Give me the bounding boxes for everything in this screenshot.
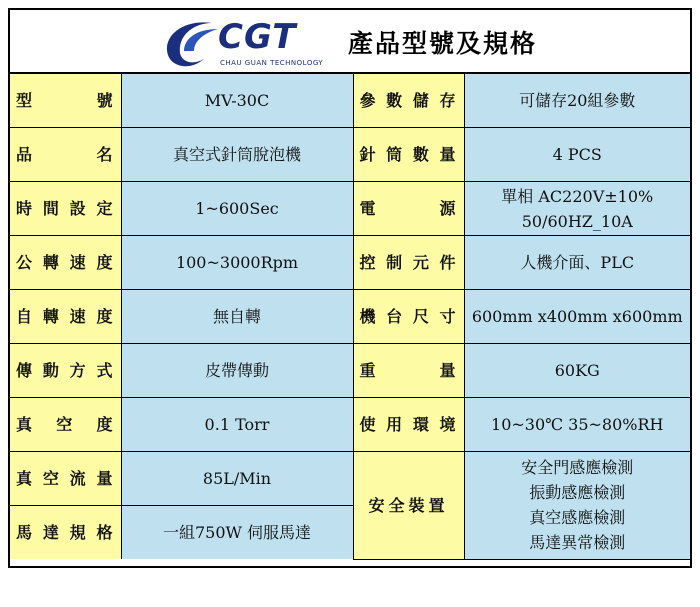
logo-subtitle: CHAU GUAN TECHNOLOGY bbox=[220, 59, 324, 67]
label-rotation-speed: 自轉速度 bbox=[10, 290, 121, 344]
label-weight: 重量 bbox=[353, 344, 464, 398]
label-environment: 使用環境 bbox=[353, 398, 464, 452]
value-power-line: 單相 AC220V±10% bbox=[501, 186, 654, 206]
table-row bbox=[10, 74, 690, 128]
table-row bbox=[10, 398, 690, 452]
spec-table bbox=[10, 74, 690, 560]
safety-item: 安全門感應檢測 bbox=[521, 458, 634, 478]
value-vacuum-flow: 85L/Min bbox=[121, 452, 353, 506]
label-syringe-count: 針筒數量 bbox=[353, 128, 464, 182]
label-parameter-storage: 參數儲存 bbox=[353, 74, 464, 128]
value-drive-type: 皮帶傳動 bbox=[121, 344, 353, 398]
value-power-line: 50/60HZ_10A bbox=[521, 211, 633, 231]
value-revolution-speed: 100~3000Rpm bbox=[121, 236, 353, 290]
header bbox=[10, 10, 690, 74]
label-control-components: 控制元件 bbox=[353, 236, 464, 290]
value-product-name: 真空式針筒脫泡機 bbox=[121, 128, 353, 182]
label-vacuum-flow: 真空流量 bbox=[10, 452, 121, 506]
table-row bbox=[10, 290, 690, 344]
value-rotation-speed: 無自轉 bbox=[121, 290, 353, 344]
label-machine-size: 機台尺寸 bbox=[353, 290, 464, 344]
table-row bbox=[10, 236, 690, 290]
label-drive-type: 傳動方式 bbox=[10, 344, 121, 398]
safety-item: 振動感應檢測 bbox=[529, 483, 626, 503]
table-row bbox=[10, 128, 690, 182]
value-time-setting: 1~600Sec bbox=[121, 182, 353, 236]
label-revolution-speed: 公轉速度 bbox=[10, 236, 121, 290]
label-motor-spec: 馬達規格 bbox=[10, 506, 121, 560]
label-safety-devices: 安全裝置 bbox=[353, 452, 464, 560]
safety-item: 真空感應檢測 bbox=[529, 508, 626, 528]
value-machine-size: 600mm x400mm x600mm bbox=[464, 290, 690, 344]
cgt-logo bbox=[160, 15, 350, 69]
value-safety-devices bbox=[464, 452, 690, 560]
value-weight: 60KG bbox=[464, 344, 690, 398]
label-power: 電源 bbox=[353, 182, 464, 236]
value-control-components: 人機介面、PLC bbox=[464, 236, 690, 290]
value-model: MV-30C bbox=[121, 74, 353, 128]
safety-item: 馬達異常檢測 bbox=[529, 533, 626, 553]
spec-sheet bbox=[8, 8, 692, 568]
value-vacuum-level: 0.1 Torr bbox=[121, 398, 353, 452]
value-motor-spec: 一組750W 伺服馬達 bbox=[121, 506, 353, 560]
value-environment: 10~30℃ 35~80%RH bbox=[464, 398, 690, 452]
label-time-setting: 時間設定 bbox=[10, 182, 121, 236]
logo-text: CGT bbox=[218, 17, 297, 57]
label-product-name: 品名 bbox=[10, 128, 121, 182]
label-model: 型號 bbox=[10, 74, 121, 128]
table-row bbox=[10, 452, 690, 506]
value-power bbox=[464, 182, 690, 236]
value-syringe-count: 4 PCS bbox=[464, 128, 690, 182]
table-row bbox=[10, 182, 690, 236]
swoosh-icon bbox=[160, 15, 222, 69]
value-parameter-storage: 可儲存20組參數 bbox=[464, 74, 690, 128]
label-vacuum-level: 真空度 bbox=[10, 398, 121, 452]
table-row bbox=[10, 344, 690, 398]
page-title: 產品型號及規格 bbox=[348, 29, 538, 58]
